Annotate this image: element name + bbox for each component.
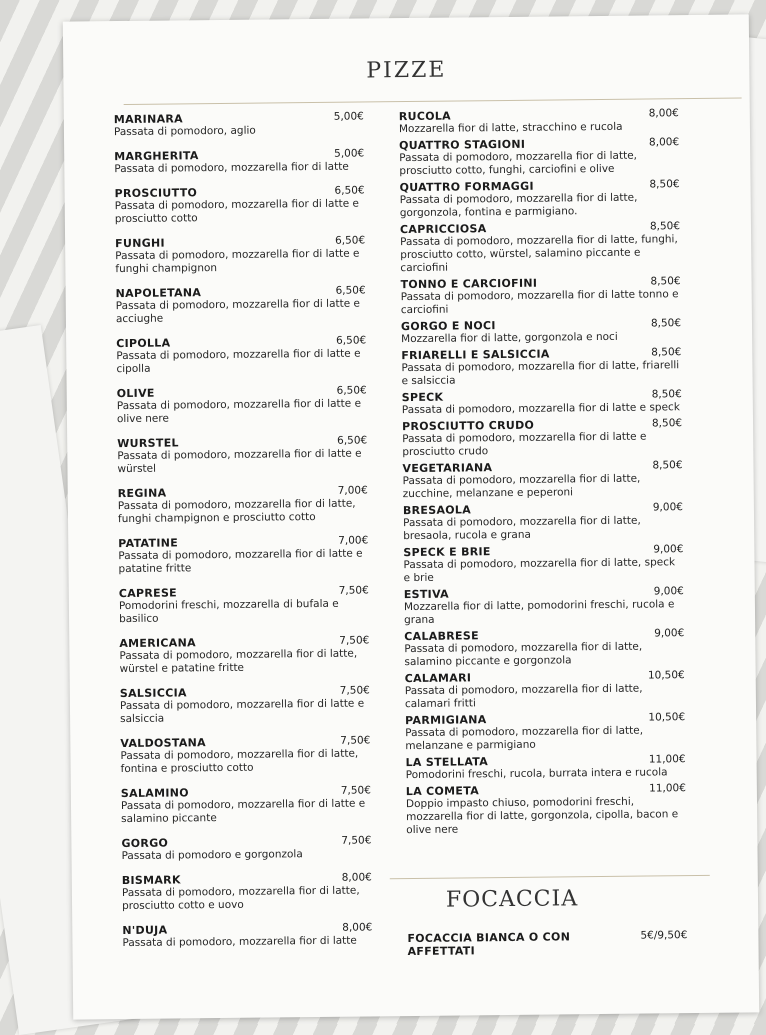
item-price: 7,50€ [340,784,371,797]
menu-item [399,136,679,178]
menu-item [401,317,681,346]
item-description: Mozzarella fior di latte, stracchino e rucola [398,120,623,136]
item-price: 6,50€ [336,334,367,347]
item-description: Passata di pomodoro, aglio [113,124,256,139]
menu-item [115,184,365,226]
item-price: 7,50€ [341,834,372,847]
item-price: 8,50€ [649,178,680,191]
menu-item [122,871,372,913]
menu-item [405,669,685,711]
item-description: Passata di pomodoro, mozzarella fior di latte [114,160,349,176]
item-price: 6,50€ [334,184,365,197]
item-description: Passata di pomodoro, mozzarella fior di latte e salsiccia [119,697,365,726]
menu-item [118,534,368,576]
item-price: 8,50€ [650,317,682,330]
item-description: Doppio impasto chiuso, pomodorini freschi, mozzarella fior di latte, gorgonzola, cipolla, bacon e olive nere [405,795,679,837]
menu-item [119,584,369,626]
item-description: Passata di pomodoro, mozzarella fior di latte e salamino piccante [120,797,366,826]
item-name: GORGO [121,836,169,851]
menu-item [120,684,370,726]
menu-item [117,384,367,426]
item-name: PROSCIUTTO [114,186,198,201]
menu-page [63,14,759,1019]
item-price: 5€/9,50€ [640,929,688,942]
item-price: 8,50€ [652,459,683,472]
menu-item [121,834,371,863]
item-price: 8,00€ [342,921,373,934]
menu-item [114,147,364,176]
section-title-focaccia: FOCACCIA [445,886,579,913]
item-description: Passata di pomodoro, mozzarella fior di latte, friarelli e salsiccia [401,359,680,388]
item-price: 9,00€ [653,585,684,598]
item-description: Pomodorini freschi, rucola, burrata intera e rucola [405,766,668,782]
item-name: SALAMINO [120,786,189,801]
menu-item [400,220,681,275]
item-name: BRESAOLA [402,503,472,518]
item-description: Passata di pomodoro, mozzarella fior di latte, melanzane e parmigiano [405,724,644,753]
item-name: OLIVE [116,386,155,401]
item-name: CALAMARI [404,671,472,686]
item-name: FUNGHI [115,236,165,251]
menu-column-left [114,110,373,961]
item-description: Passata di pomodoro, mozzarella fior di latte [122,934,357,950]
item-name: FRIARELLI E SALSICCIA [401,347,550,363]
item-name: CAPRICCIOSA [399,222,487,237]
item-price: 9,00€ [653,543,684,556]
item-name: SPECK [401,390,444,405]
item-name: BISMARK [121,873,181,888]
item-price: 10,50€ [648,711,686,724]
menu-item [121,784,371,826]
item-name: CIPOLLA [116,336,171,351]
item-description: Passata di pomodoro, mozzarella fior di latte, fontina e prosciutto cotto [120,747,359,776]
item-price: 7,50€ [340,734,371,747]
item-name: QUATTRO STAGIONI [399,137,526,153]
item-price: 8,50€ [651,417,683,430]
item-description: Passata di pomodoro, mozzarella fior di latte, calamari fritti [404,682,643,711]
menu-column-right [399,107,687,840]
item-description: Passata di pomodoro, mozzarella fior di latte, bresaola, rucola e grana [403,514,641,543]
item-price: 8,00€ [648,136,680,149]
item-description: Passata di pomodoro, mozzarella fior di latte e acciughe [115,297,361,326]
item-description: Pomodorini freschi, mozzarella di bufala e basilico [118,597,339,626]
item-price: 6,50€ [334,234,366,247]
menu-item [402,459,682,501]
focaccia-divider [390,875,710,879]
item-description: Passata di pomodoro, mozzarella fior di latte, würstel e patatine fritte [119,647,358,676]
item-price: 7,50€ [339,634,370,647]
focaccia-list [407,929,687,958]
item-price: 7,50€ [338,584,369,597]
menu-item [399,178,679,220]
item-price: 10,50€ [647,669,685,682]
item-price: 6,50€ [337,434,368,447]
item-name: SALSICCIA [119,686,187,701]
item-name: PATATINE [118,536,179,551]
item-name: TONNO E CARCIOFINI [400,276,538,292]
menu-item [406,753,686,782]
item-name: RUCOLA [398,109,452,124]
item-description: Passata di pomodoro, mozzarella fior di latte e würstel [117,447,362,476]
menu-item [404,585,684,627]
item-description: Passata di pomodoro, mozzarella fior di latte e prosciutto cotto [114,197,359,226]
item-price: 8,50€ [651,346,682,359]
menu-item [407,929,687,958]
item-price: 5,00€ [334,147,365,160]
title-divider [124,98,742,105]
menu-item [403,543,683,585]
menu-item [400,275,680,317]
item-description: Passata di pomodoro, mozzarella fior di latte, prosciutto cotto e uovo [121,884,360,913]
item-name: FOCACCIA BIANCA O CON AFFETTATI [407,930,571,959]
item-description: Passata di pomodoro, mozzarella fior di latte, speck e brie [403,556,676,585]
item-name: LA STELLATA [405,755,489,770]
menu-item [120,734,370,776]
item-price: 8,50€ [651,388,682,401]
item-price: 7,00€ [337,484,368,497]
menu-item [118,484,368,526]
item-name: PARMIGIANA [405,713,487,728]
item-name: QUATTRO FORMAGGI [399,179,534,195]
item-price: 6,50€ [336,384,367,397]
item-description: Passata di pomodoro, mozzarella fior di latte e olive nere [116,397,362,426]
item-name: LA COMETA [405,784,480,799]
item-description: Passata di pomodoro, mozzarella fior di latte, funghi champignon e prosciutto cotto [117,497,356,526]
item-description: Passata di pomodoro, mozzarella fior di latte, gorgonzola, fontina e parmigiano. [399,191,638,220]
item-description: Passata di pomodoro e gorgonzola [121,848,303,863]
item-description: Passata di pomodoro, mozzarella fior di latte e funghi champignon [115,247,360,276]
menu-item [117,434,367,476]
item-name: REGINA [117,486,167,501]
item-description: Passata di pomodoro, mozzarella fior di latte, prosciutto cotto, funghi, carciofini e olive [399,149,638,178]
menu-item [399,107,679,136]
item-price: 8,50€ [649,220,681,233]
section-title-pizze: PIZZE [366,57,447,84]
item-name: SPECK E BRIE [403,545,491,560]
item-name: VEGETARIANA [402,461,493,476]
item-name: CAPRESE [118,586,178,601]
item-name: VALDOSTANA [120,736,206,751]
item-name: WURSTEL [117,436,179,451]
menu-item [116,284,366,326]
item-description: Passata di pomodoro, mozzarella fior di latte e speck [401,401,680,417]
item-name: ESTIVA [403,587,450,602]
item-name: NAPOLETANA [115,286,202,301]
item-description: Passata di pomodoro, mozzarella fior di latte e patatine fritte [118,547,363,576]
item-name: CALABRESE [404,629,479,644]
item-name: MARINARA [113,112,184,127]
item-name: N'DUJA [122,923,168,938]
menu-item [116,334,366,376]
item-description: Passata di pomodoro, mozzarella fior di latte e cipolla [116,347,361,376]
item-price: 7,00€ [338,534,369,547]
item-price: 9,00€ [654,627,685,640]
menu-item [119,634,369,676]
menu-item [122,921,372,950]
menu-item [115,234,365,276]
item-description: Passata di pomodoro, mozzarella fior di latte, zucchine, melanzane e peperoni [402,472,641,501]
item-price: 8,00€ [648,107,679,120]
item-price: 9,00€ [652,501,683,514]
item-description: Passata di pomodoro, mozzarella fior di latte tonno e carciofini [400,288,679,317]
menu-item [114,110,364,139]
menu-item [401,346,681,388]
menu-item [402,388,682,417]
item-name: PROSCIUTTO CRUDO [401,418,535,434]
item-description: Passata di pomodoro, mozzarella fior di latte, salamino piccante e gorgonzola [404,640,643,669]
item-name: MARGHERITA [114,149,199,164]
item-description: Mozzarella fior di latte, pomodorini freschi, rucola e grana [403,598,675,627]
item-description: Passata di pomodoro, mozzarella fior di latte e prosciutto crudo [402,430,647,459]
item-price: 7,50€ [339,684,370,697]
menu-item [404,627,684,669]
item-price: 8,50€ [650,275,681,288]
item-price: 8,00€ [341,871,372,884]
item-price: 11,00€ [649,782,686,795]
item-price: 11,00€ [648,753,686,766]
menu-item [403,501,683,543]
item-name: AMERICANA [119,636,196,651]
item-description: Mozzarella fior di latte, gorgonzola e noci [401,330,618,346]
item-name: GORGO E NOCI [400,319,496,334]
menu-item [405,711,685,753]
menu-item [406,782,687,837]
menu-item [402,417,682,459]
item-price: 5,00€ [333,110,364,123]
item-price: 6,50€ [335,284,366,297]
item-description: Passata di pomodoro, mozzarella fior di latte, funghi, prosciutto cotto, würstel, salamino piccante e carciofini [400,233,678,275]
